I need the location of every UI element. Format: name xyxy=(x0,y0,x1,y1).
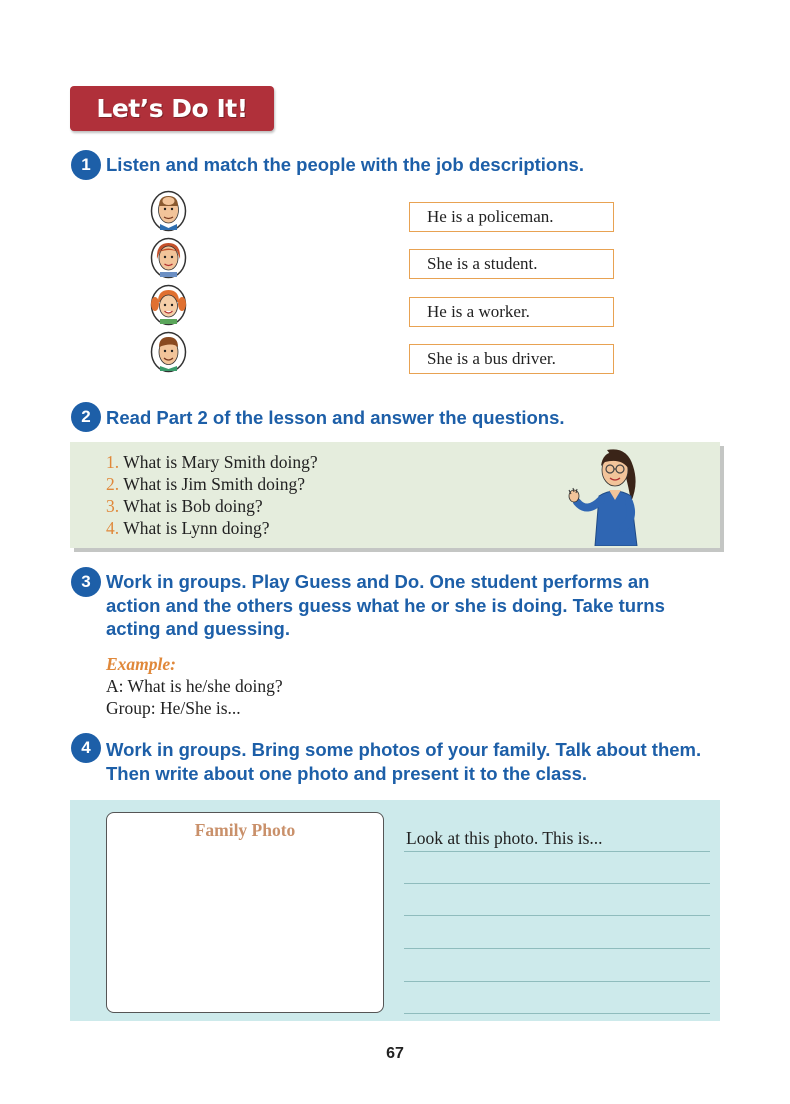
job-description-box: He is a worker. xyxy=(409,297,614,327)
question-item: 1. What is Mary Smith doing? xyxy=(106,452,318,472)
young-man-face-icon xyxy=(150,331,187,373)
lets-do-it-banner xyxy=(70,86,274,131)
writing-prompt: Look at this photo. This is... xyxy=(406,828,603,848)
question-item: 2. What is Jim Smith doing? xyxy=(106,474,305,494)
writing-line[interactable] xyxy=(404,851,710,852)
job-description-box: He is a policeman. xyxy=(409,202,614,232)
example-block xyxy=(106,653,283,719)
bald-man-face-icon xyxy=(150,190,187,232)
task-4-number: 4 xyxy=(71,733,101,763)
writing-line[interactable] xyxy=(404,883,710,884)
family-photo-title: Family Photo xyxy=(194,820,296,840)
task-3-number: 3 xyxy=(71,567,101,597)
example-line-group: Group: He/She is... xyxy=(106,698,241,718)
job-description-box: She is a bus driver. xyxy=(409,344,614,374)
task-4-instruction: Work in groups. Bring some photos of your family. Talk about them. Then write about one photo and present it to the class. xyxy=(106,739,702,784)
woman-face-icon xyxy=(150,237,187,279)
page-number: 67 xyxy=(386,1045,404,1062)
family-photo-frame[interactable] xyxy=(106,812,384,1013)
task-1-instruction: Listen and match the people with the job descriptions. xyxy=(106,154,584,175)
question-list xyxy=(106,451,318,539)
writing-line[interactable] xyxy=(404,948,710,949)
question-item: 3. What is Bob doing? xyxy=(106,496,263,516)
task-2-instruction: Read Part 2 of the lesson and answer the questions. xyxy=(106,407,565,428)
question-item: 4. What is Lynn doing? xyxy=(106,518,270,538)
task-1-number: 1 xyxy=(71,150,101,180)
girl-pigtails-face-icon xyxy=(150,284,187,326)
task-2-number: 2 xyxy=(71,402,101,432)
writing-line[interactable] xyxy=(404,981,710,982)
writing-line[interactable] xyxy=(404,915,710,916)
job-description-box: She is a student. xyxy=(409,249,614,279)
example-line-a: A: What is he/she doing? xyxy=(106,676,283,696)
banner-title: Let’s Do It! xyxy=(96,94,248,123)
writing-line[interactable] xyxy=(404,1013,710,1014)
photo-writing-panel xyxy=(70,800,720,1021)
teacher-waving-illustration xyxy=(565,444,647,546)
example-label: Example: xyxy=(106,654,176,674)
task-3-instruction: Work in groups. Play Guess and Do. One student performs an action and the others guess what he or she is doing. Take turns acting and guessing. xyxy=(106,571,665,639)
